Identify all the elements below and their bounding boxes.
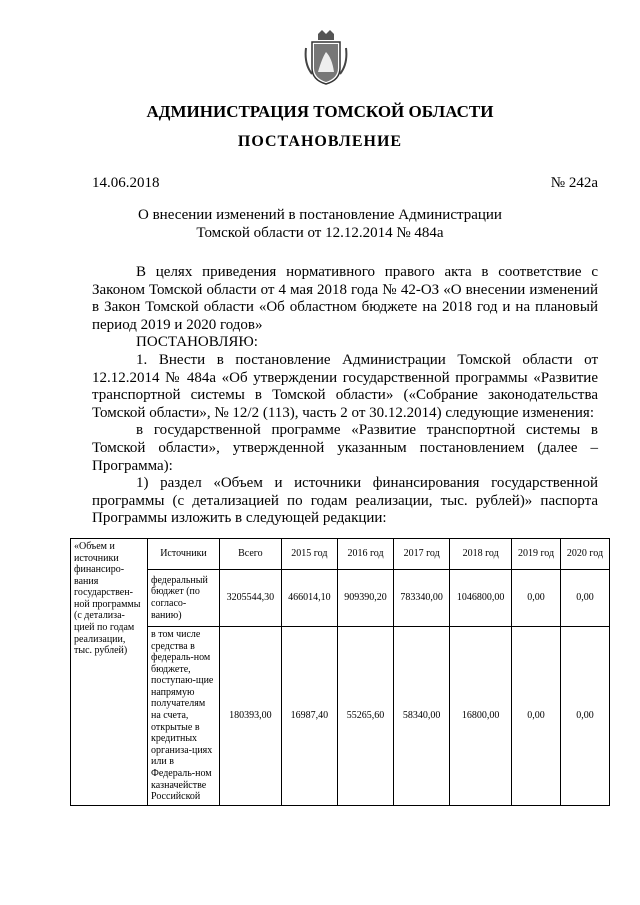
tomsk-coat-of-arms-emblem — [304, 28, 348, 88]
value-cell: 0,00 — [561, 569, 610, 626]
header-cell: 2016 год — [337, 538, 393, 569]
value-cell: 55265,60 — [337, 626, 393, 805]
header-cell: 2018 год — [450, 538, 512, 569]
value-cell: 16987,40 — [281, 626, 337, 805]
paragraph: 1) раздел «Объем и источники финансирования государственной программы (с детализацией по годам реализации, тыс. рублей)» паспорта Программы изложить в следующей редакции: — [92, 475, 598, 527]
financing-table — [70, 538, 610, 806]
document-subject — [0, 206, 640, 242]
header-cell: 2020 год — [561, 538, 610, 569]
document-date: 14.06.2018 — [92, 175, 160, 191]
header-cell: Источники — [148, 538, 220, 569]
value-cell: 180393,00 — [220, 626, 282, 805]
value-cell: 783340,00 — [394, 569, 450, 626]
value-cell: 0,00 — [561, 626, 610, 805]
source-cell: федеральный бюджет (по согласо-ванию) — [148, 569, 220, 626]
header-cell: Всего — [220, 538, 282, 569]
subject-line: Томской области от 12.12.2014 № 484а — [196, 225, 444, 241]
value-cell: 1046800,00 — [450, 569, 512, 626]
paragraph: 1. Внести в постановление Администрации Томской области от 12.12.2014 № 484а «Об утверждении государственной программы «Развитие транспортной системы в Томской области» («Собрание законодательства Томской области», № 12/2 (113), часть 2 от 30.12.2014) следующие изменения: — [92, 351, 598, 421]
table-row — [71, 626, 610, 805]
subject-line: О внесении изменений в постановление Администрации — [138, 207, 502, 223]
value-cell: 0,00 — [512, 569, 561, 626]
header-cell: 2015 год — [281, 538, 337, 569]
paragraph-resolve: ПОСТАНОВЛЯЮ: — [136, 334, 258, 351]
value-cell: 58340,00 — [394, 626, 450, 805]
paragraph: В целях приведения нормативного правого акта в соответствие с Законом Томской области от 4 мая 2018 года № 42-ОЗ «О внесении изменений в Закон Томской области «Об областном бюджете на 2018 год и на плановый период 2019 и 2020 годов» — [92, 264, 598, 333]
source-cell: в том числе средства в федераль-ном бюджете, поступаю-щие напрямую получателям на счета, открытые в кредитных организа-циях или в Федераль-ном казначействе Российской — [148, 626, 220, 805]
document-content — [0, 264, 640, 806]
organization-title: АДМИНИСТРАЦИЯ ТОМСКОЙ ОБЛАСТИ — [146, 102, 494, 121]
value-cell: 3205544,30 — [220, 569, 282, 626]
paragraph: в государственной программе «Развитие транспортной системы в Томской области», утвержденной указанным постановлением (далее – Программа): — [92, 422, 598, 474]
table-header-row — [71, 538, 610, 569]
document-type: ПОСТАНОВЛЕНИЕ — [237, 133, 403, 150]
document-number: № 242а — [550, 175, 598, 191]
header-cell: 2017 год — [394, 538, 450, 569]
value-cell: 909390,20 — [337, 569, 393, 626]
value-cell: 0,00 — [512, 626, 561, 805]
row-label-cell: «Объем и источники финансиро-вания государствен-ной программы (с детализа-цией по годам реализации, тыс. рублей) — [71, 538, 148, 805]
value-cell: 466014,10 — [281, 569, 337, 626]
header-cell: 2019 год — [512, 538, 561, 569]
value-cell: 16800,00 — [450, 626, 512, 805]
document-body — [92, 264, 598, 528]
table-row — [71, 569, 610, 626]
